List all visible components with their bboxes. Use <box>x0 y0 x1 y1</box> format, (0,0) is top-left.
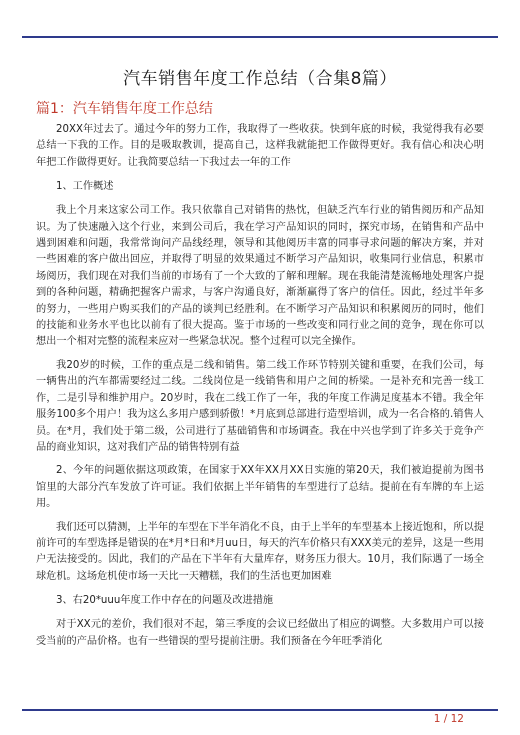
paragraph-intro: 20XX年过去了。通过今年的努力工作，我取得了一些收获。快到年底的时候，我觉得我有必要总结一下我的工作。目的是吸取教训，提高自己，这样我就能把工作做得更好。我有信心和决心明年把工作做得更好。让我简要总结一下我过去一年的工作 <box>36 124 484 168</box>
paragraph-second-line: 我20岁的时候，工作的重点是二线和销售。第二线工作环节特别关键和重要，在我们公司，每一辆售出的汽车都需要经过二线。二线岗位是一线销售和用户之间的桥梁。一是补充和完善一线工作，二是引导和维护用户。20岁时，我在二线工作了一年，我的年度工作满足度基本不错。我全年服务100多个用户！我为这么多用户感到骄傲！*月底到总部进行造型培训，成为一名合格的.销售人员。在*月，我们处于第二级，公司进行了基础销售和市场调查。我在中兴也学到了许多关于竞争产品的商业知识，这对我们产品的销售特别有益 <box>36 359 484 453</box>
paragraph-price-difference: 对于XX元的差价，我们很对不起，第三季度的会议已经做出了相应的调整。大多数用户可以接受当前的产品价格。也有一些错误的型号提前注册。我们预备在今年旺季消化 <box>36 619 484 647</box>
footer-rule <box>22 709 498 711</box>
document-title: 汽车销售年度工作总结（合集8篇） <box>123 69 397 89</box>
page-indicator: 1 / 12 <box>433 713 464 725</box>
heading-work-overview: 1、工作概述 <box>56 181 114 193</box>
header-rule <box>22 36 498 38</box>
heading-problems-improvements: 3、右20*uuu年度工作中存在的问题及改进措施 <box>56 595 274 607</box>
document-body <box>36 122 484 657</box>
section-title: 篇1：汽车销售年度工作总结 <box>36 101 213 117</box>
paragraph-forecast: 我们还可以猜测，上半年的车型在下半年消化不良，由于上半年的车型基本上接近饱和，所以提前许可的车型选择是错误的在*月*日和*月uu日，每天的汽车价格只有XXX美元的差异，这是一些用户无法接受的。因此，我们的产品在下半年有大量库存，财务压力很大。10月，我们际遇了一场全球危机。这场危机使市场一天比一天糟糕，我们的生活也更加困难 <box>36 521 484 582</box>
paragraph-problems: 2、今年的问题依据这项政策，在国家于XX年XX月XX日实施的第20天，我们被迫提前为图书馆里的大部分汽车发放了许可证。我们依据上半年销售的车型进行了总结。提前在有车牌的车上运用。 <box>36 465 484 510</box>
paragraph-overview: 我上个月来这家公司工作。我只依靠自己对销售的热忱，但缺乏汽车行业的销售阅历和产品知识。为了快速融入这个行业，来到公司后，我在学习产品知识的同时，探究市场，在销售和产品中遇到困难和问题，我常常询问产品线经理，领导和其他阅历丰富的同事寻求问题的解决方案，并对一些困难的客户做出回应，并取得了明显的效果通过不断学习产品知识，收集同行业信息，积累市场阅历，我们现在对我们当前的市场有了一个大致的了解和理解。现在我能清楚流畅地处理客户提到的各种问题，精确把握客户需求，与客户沟通良好，渐渐赢得了客户的信任。因此，经过半年多的努力，一些用户购买我们的产品的谈判已经胜利。在不断学习产品知识和积累阅历的同时，他们的技能和业务水平也比以前有了很大提高。鉴于市场的一些改变和同行业之间的竞争，现在你可以想出一个相对完整的流程来应对一些紧急状况。整个过程可以完全操作。 <box>36 205 484 348</box>
